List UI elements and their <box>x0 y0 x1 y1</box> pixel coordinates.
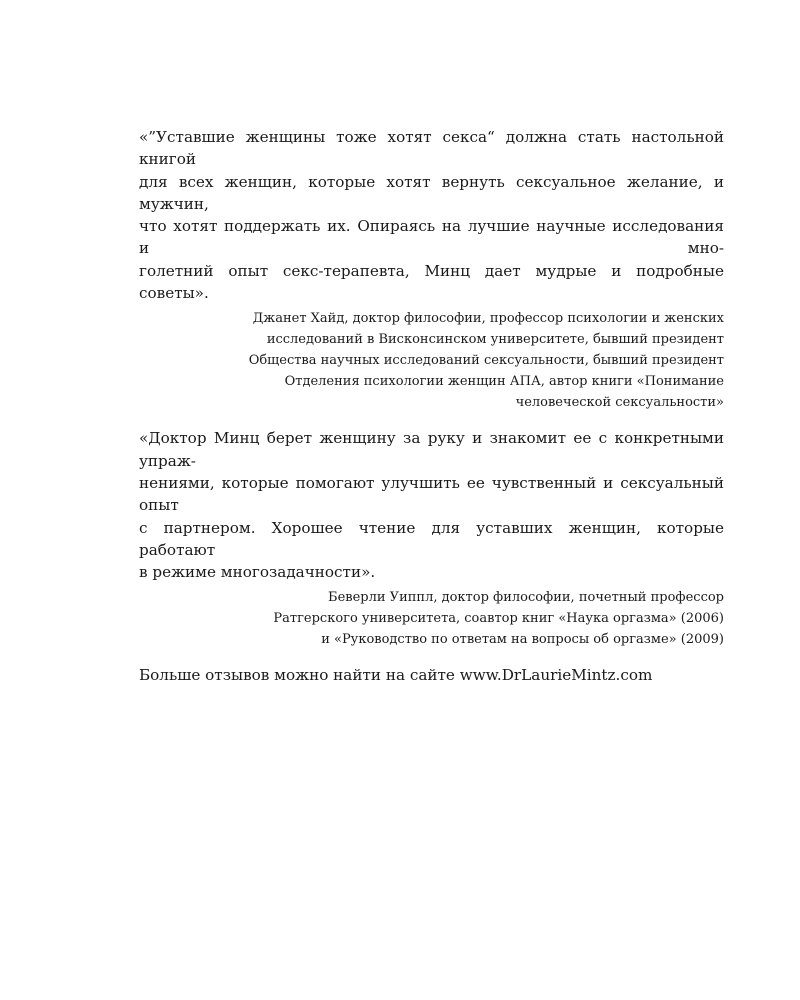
attribution-line: Беверли Уиппл, доктор философии, почетный профессор <box>328 590 724 606</box>
testimonial-attribution <box>139 308 724 413</box>
quote-line: голетний опыт секс-терапевта, Минц дает мудрые и подробные советы». <box>139 261 724 303</box>
attribution-line: Ратгерского университета, соавтор книг «Наука оргазма» (2006) <box>273 611 724 627</box>
quote-line: с партнером. Хорошее чтение для уставших женщин, которые работают <box>139 518 724 559</box>
quote-line: «Доктор Минц берет женщину за руку и знакомит ее с конкретными упраж- <box>139 429 724 470</box>
testimonial-whipple <box>139 427 724 650</box>
quote-line: «”Уставшие женщины тоже хотят секса“ должна стать настольной книгой <box>139 128 724 169</box>
page-content <box>139 126 724 687</box>
quote-line: для всех женщин, которые хотят вернуть сексуальное желание, и мужчин, <box>139 172 724 213</box>
attribution-line: Джанет Хайд, доктор философии, профессор психологии и женских <box>252 311 724 327</box>
more-reviews-text: Больше отзывов можно найти на сайте www.DrLaurieMintz.com <box>139 666 653 685</box>
attribution-line: человеческой сексуальности» <box>515 395 724 411</box>
attribution-line: Отделения психологии женщин АПА, автор книги «Понимание <box>284 374 724 390</box>
attribution-line: исследований в Висконсинском университете, бывший президент <box>266 332 724 348</box>
testimonial-hyde <box>139 126 724 413</box>
testimonial-quote <box>139 126 724 304</box>
attribution-line: и «Руководство по ответам на вопросы об оргазме» (2009) <box>321 632 724 648</box>
attribution-line: Общества научных исследований сексуальности, бывший президент <box>248 353 724 369</box>
quote-line: нениями, которые помогают улучшить ее чувственный и сексуальный опыт <box>139 473 724 515</box>
testimonial-quote <box>139 427 724 583</box>
quote-line: в режиме многозадачности». <box>139 563 376 582</box>
testimonial-attribution <box>139 587 724 650</box>
quote-line: что хотят поддержать их. Опираясь на лучшие научные исследования и мно- <box>139 217 724 258</box>
